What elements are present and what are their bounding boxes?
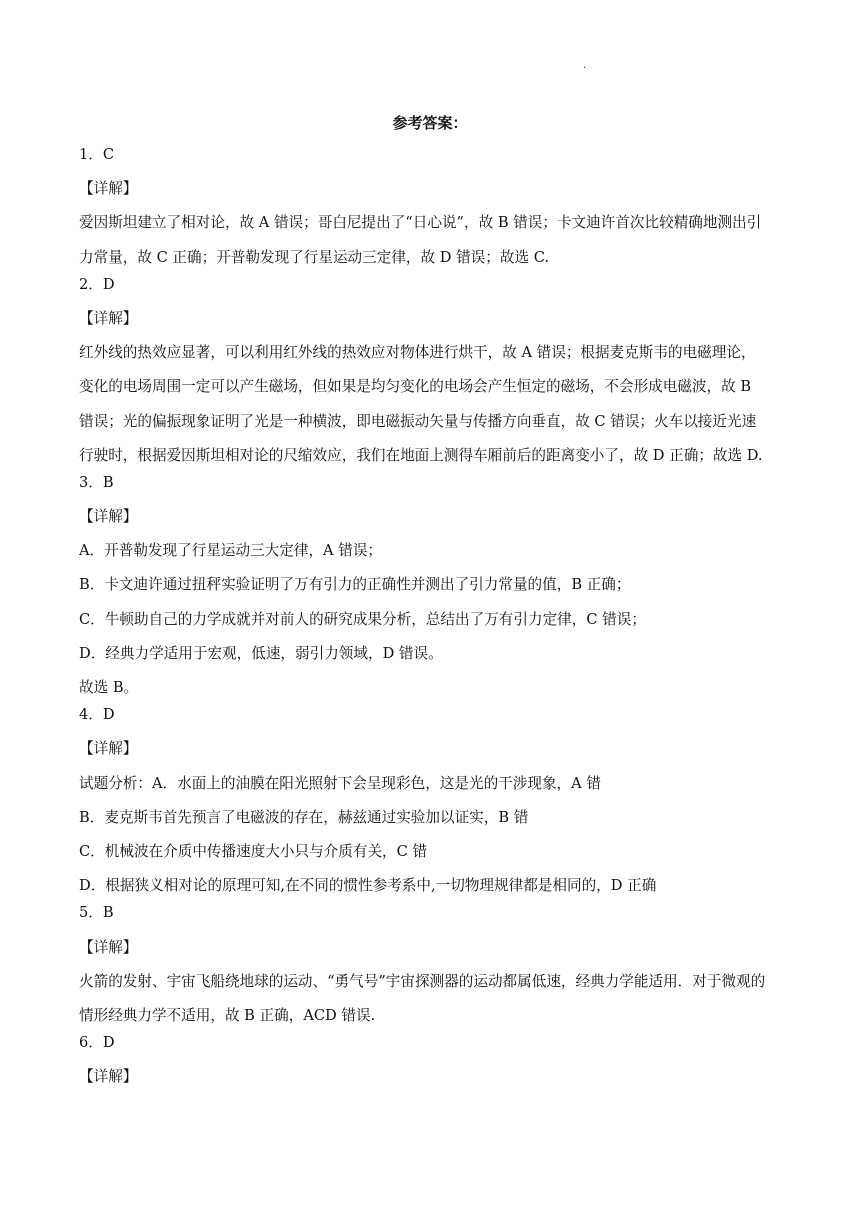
explanation-line: B．麦克斯韦首先预言了电磁波的存在，赫兹通过实验加以证实，B 错 [79,808,529,826]
detail-label: 【详解】 [79,180,138,198]
explanation-line: 试题分析：A．水面上的油膜在阳光照射下会呈现彩色，这是光的干涉现象，A 错 [79,774,601,792]
explanation-line: A．开普勒发现了行星运动三大定律，A 错误； [79,542,383,560]
explanation-line: 火箭的发射、宇宙飞船绕地球的运动、“勇气号”宇宙探测器的运动都属低速，经典力学能适用．对于微观的 [79,972,766,990]
detail-label: 【详解】 [79,740,138,758]
answer-number: 4．D [79,706,115,724]
detail-label: 【详解】 [79,1068,138,1086]
answer-number: 1．C [79,146,115,163]
answer-number: 2．D [79,275,115,293]
explanation-line: D．经典力学适用于宏观，低速，弱引力领域，D 错误。 [79,644,443,662]
explanation-line: C．牛顿助自己的力学成就并对前人的研究成果分析，总结出了万有引力定律，C 错误； [79,610,646,628]
explanation-line: 力常量，故 C 正确；开普勒发现了行星运动三定律，故 D 错误；故选 C. [79,248,549,266]
explanation-line: B．卡文迪许通过扭秤实验证明了万有引力的正确性并测出了引力常量的值，B 正确； [79,576,631,594]
answer-number: 5．B [79,904,114,922]
explanation-line: 红外线的热效应显著，可以利用红外线的热效应对物体进行烘干，故 A 错误；根据麦克斯韦的电磁理论， [79,344,756,362]
detail-label: 【详解】 [79,508,138,526]
explanation-line: 行驶时，根据爱因斯坦相对论的尺缩效应，我们在地面上测得车厢前后的距离变小了，故 D 正确；故选 D. [79,446,763,464]
answer-list [79,145,791,1101]
explanation-line: 错误；光的偏振现象证明了光是一种横波，即电磁振动矢量与传播方向垂直，故 C 错误；火车以接近光速 [79,412,757,430]
answer-explanation [79,206,791,274]
page-title: 参考答案： [392,114,468,132]
explanation-line: 爱因斯坦建立了相对论，故 A 错误；哥白尼提出了“日心说”，故 B 错误；卡文迪许首次比较精确地测出引 [79,214,762,232]
explanation-line: D．根据狭义相对论的原理可知,在不同的惯性参考系中,一切物理规律都是相同的，D 正确 [79,877,657,895]
explanation-line: 变化的电场周围一定可以产生磁场，但如果是均匀变化的电场会产生恒定的磁场，不会形成电磁波，故 B [79,378,752,396]
explanation-line: 情形经典力学不适用，故 B 正确，ACD 错误. [79,1006,376,1024]
explanation-line: C．机械波在介质中传播速度大小只与介质有关，C 错 [79,842,428,860]
answer-explanation [79,336,791,473]
answer-explanation [79,965,791,1033]
answer-explanation [79,767,791,904]
header-dot: · [583,63,587,74]
answer-number: 6．D [79,1034,115,1052]
detail-label: 【详解】 [79,938,138,956]
detail-label: 【详解】 [79,309,138,327]
answer-explanation [79,534,791,705]
explanation-line: 故选 B。 [79,679,139,696]
answer-number: 3．B [79,473,114,491]
